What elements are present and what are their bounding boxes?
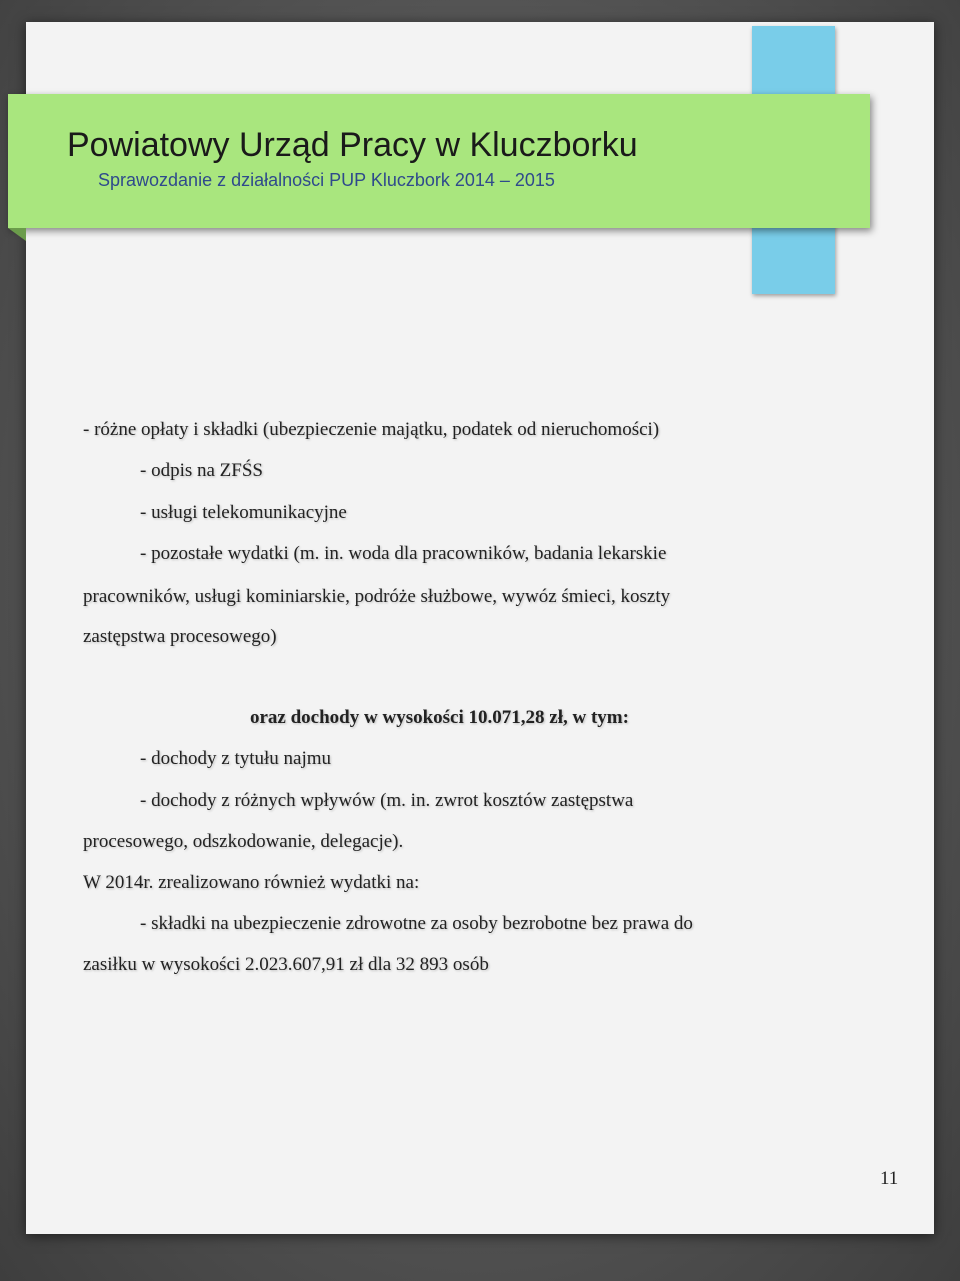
- text-line: - pozostałe wydatki (m. in. woda dla pracowników, badania lekarskie: [140, 543, 667, 564]
- text-line: pracowników, usługi kominiarskie, podróże służbowe, wywóz śmieci, koszty: [83, 586, 671, 607]
- text-line: W 2014r. zrealizowano również wydatki na:: [83, 872, 420, 893]
- text-line: - usługi telekomunikacyjne: [140, 502, 347, 523]
- text-line: - różne opłaty i składki (ubezpieczenie majątku, podatek od nieruchomości): [83, 419, 660, 440]
- page-subtitle: Sprawozdanie z działalności PUP Kluczbork 2014 – 2015: [98, 170, 555, 190]
- banner-fold: [8, 228, 26, 241]
- text-line-bold: oraz dochody w wysokości 10.071,28 zł, w tym:: [250, 707, 629, 728]
- text-line: - odpis na ZFŚS: [140, 460, 263, 481]
- text-line: zasiłku w wysokości 2.023.607,91 zł dla 32 893 osób: [83, 954, 489, 975]
- page-title: Powiatowy Urząd Pracy w Kluczborku: [67, 126, 638, 164]
- text-line: procesowego, odszkodowanie, delegacje).: [83, 831, 404, 852]
- page-number: 11: [880, 1168, 899, 1189]
- text-line: zastępstwa procesowego): [83, 626, 277, 647]
- text-line: - dochody z tytułu najmu: [140, 748, 332, 769]
- text-line: - dochody z różnych wpływów (m. in. zwrot kosztów zastępstwa: [140, 790, 634, 811]
- text-line: - składki na ubezpieczenie zdrowotne za osoby bezrobotne bez prawa do: [140, 913, 693, 934]
